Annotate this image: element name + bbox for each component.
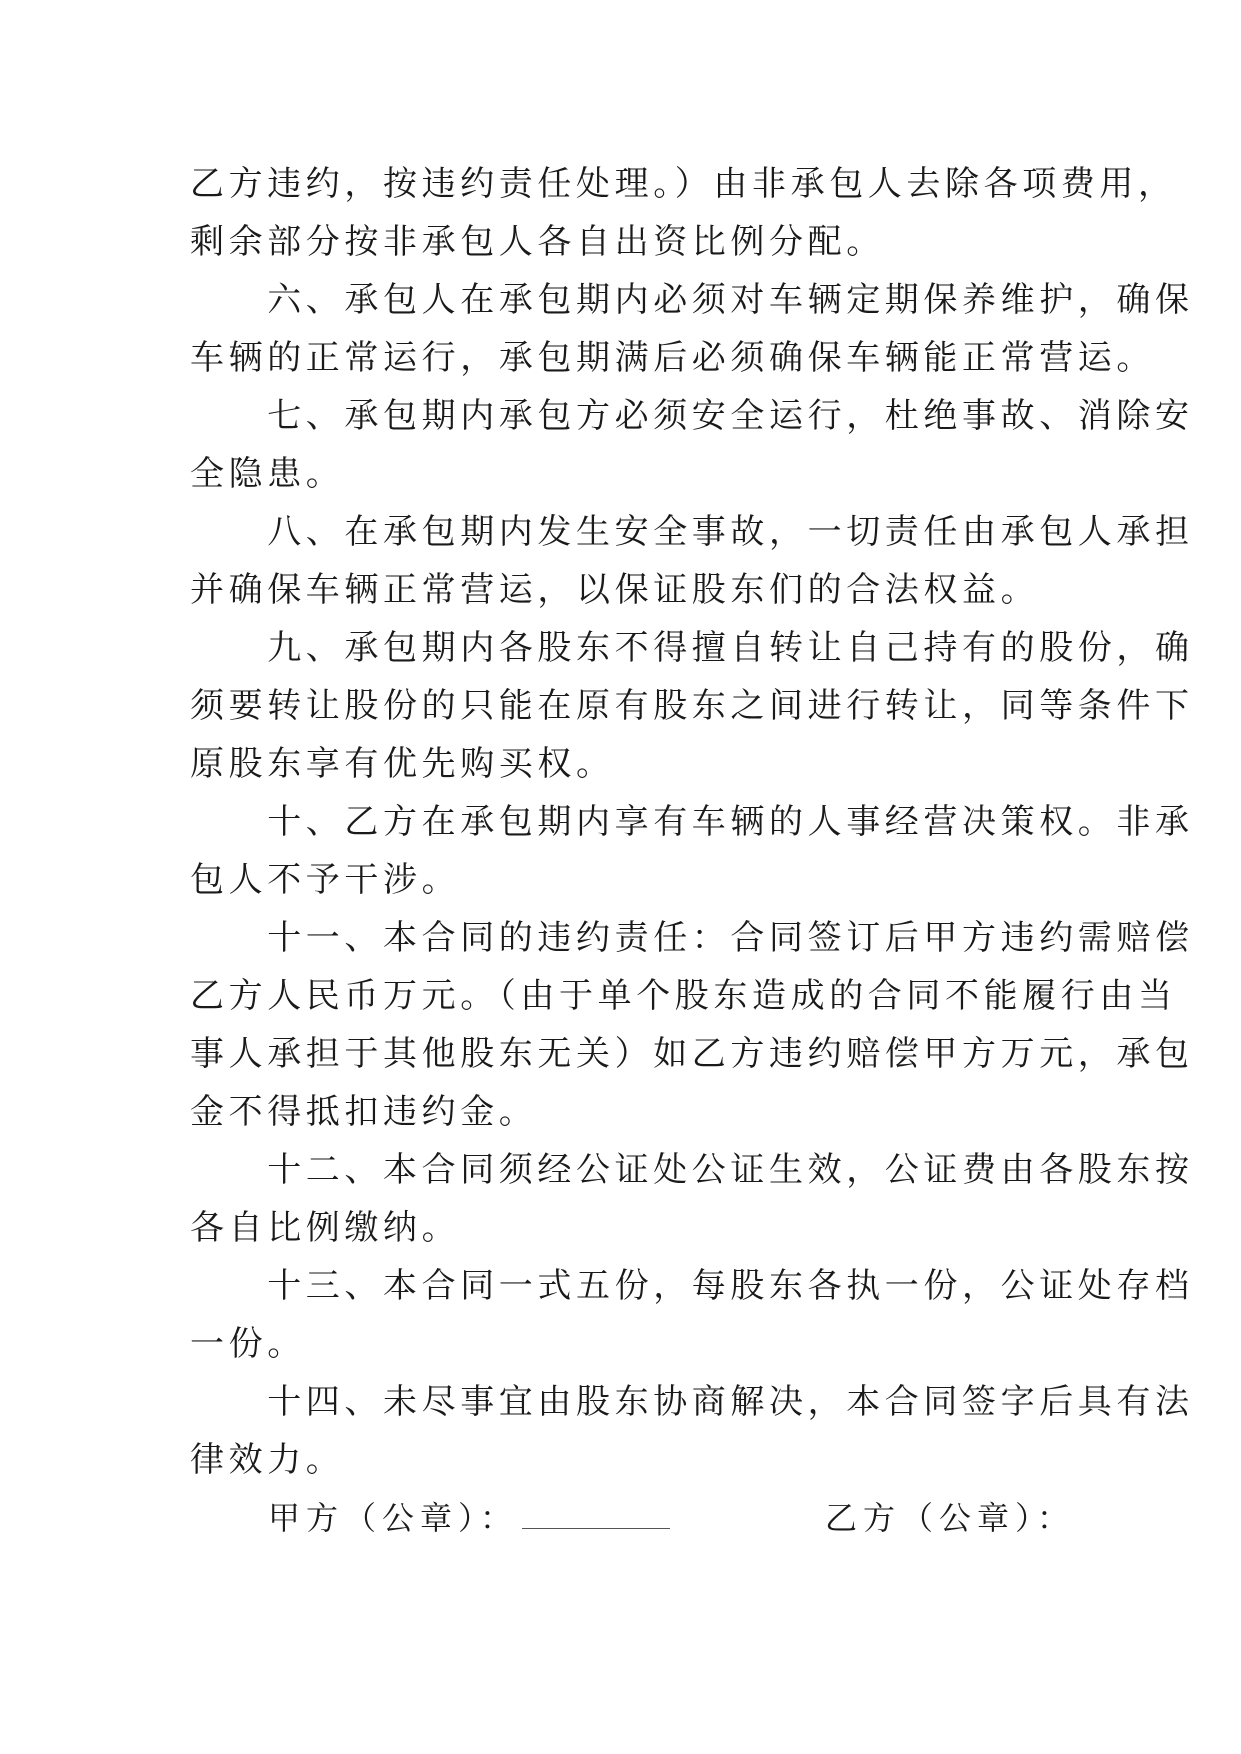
party-a-signature-line: [522, 1500, 670, 1529]
text-line: 全隐患。: [190, 454, 345, 494]
text-line: 车辆的正常运行，承包期满后必须确保车辆能正常营运。: [190, 338, 1155, 378]
text-line: 须要转让股份的只能在原有股东之间进行转让，同等条件下: [190, 686, 1194, 726]
text-line: 十二、本合同须经公证处公证生效，公证费由各股东按: [190, 1150, 1194, 1190]
party-a-label: 甲方（公章）：: [268, 1499, 519, 1537]
text-line: 十一、本合同的违约责任：合同签订后甲方违约需赔偿: [190, 918, 1194, 958]
text-line: 并确保车辆正常营运，以保证股东们的合法权益。: [190, 570, 1040, 610]
party-b-label: 乙方（公章）：: [825, 1499, 1076, 1537]
text-line: 原股东享有优先购买权。: [190, 744, 615, 784]
text-line: 十、乙方在承包期内享有车辆的人事经营决策权。非承: [190, 802, 1194, 842]
text-line: 金不得抵扣违约金。: [190, 1092, 538, 1132]
text-line: 乙方违约，按违约责任处理。）由非承包人去除各项费用，: [190, 164, 1177, 204]
text-line: 九、承包期内各股东不得擅自转让自己持有的股份，确: [190, 628, 1194, 668]
text-line: 事人承担于其他股东无关）如乙方违约赔偿甲方万元，承包: [190, 1034, 1194, 1074]
text-line: 包人不予干涉。: [190, 860, 461, 900]
text-line: 十三、本合同一式五份，每股东各执一份，公证处存档: [190, 1266, 1194, 1306]
party-a-signature: [268, 1488, 670, 1548]
contract-body: [190, 155, 1194, 1489]
text-line: 剩余部分按非承包人各自出资比例分配。: [190, 222, 885, 262]
text-line: 八、在承包期内发生安全事故，一切责任由承包人承担: [190, 512, 1194, 552]
party-b-signature: [825, 1488, 1075, 1548]
signature-row: [0, 1488, 1241, 1548]
text-line: 六、承包人在承包期内必须对车辆定期保养维护，确保: [190, 280, 1194, 320]
text-line: 七、承包期内承包方必须安全运行，杜绝事故、消除安: [190, 396, 1194, 436]
text-line: 十四、未尽事宜由股东协商解决，本合同签字后具有法: [190, 1382, 1194, 1422]
text-line: 一份。: [190, 1324, 306, 1364]
text-line: 律效力。: [190, 1440, 345, 1480]
text-line: 各自比例缴纳。: [190, 1208, 461, 1248]
text-line: 乙方人民币万元。（由于单个股东造成的合同不能履行由当: [190, 976, 1177, 1016]
